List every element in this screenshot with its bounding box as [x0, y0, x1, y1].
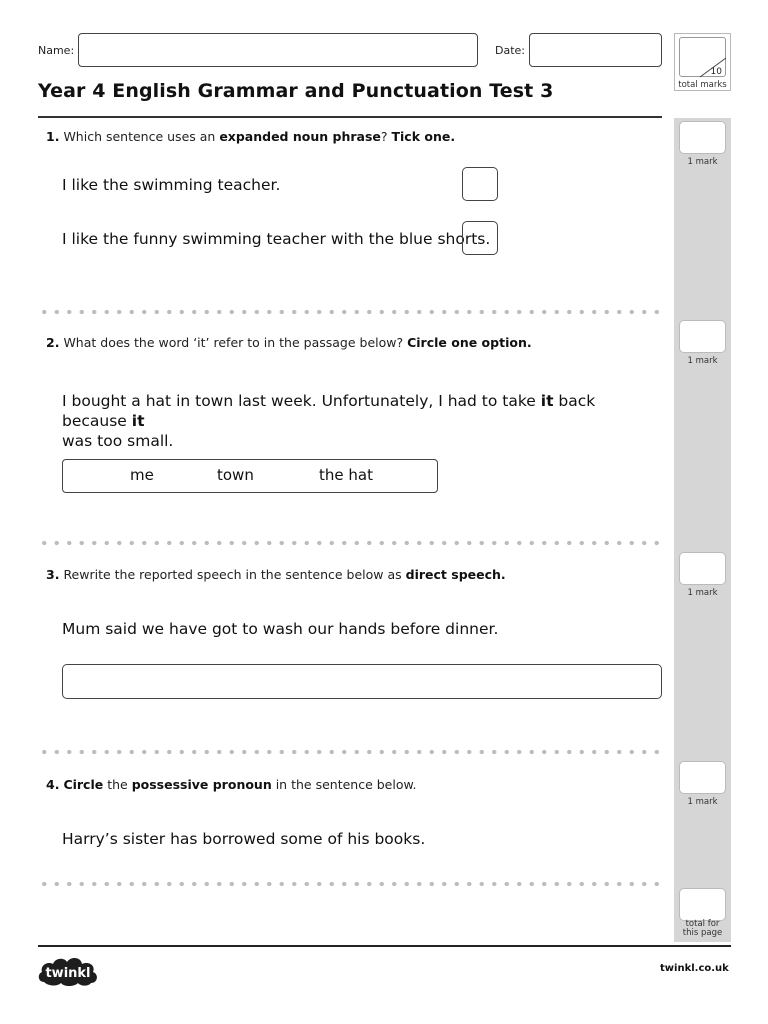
- q4-prompt: [46, 777, 417, 792]
- q1-prompt-text: Which sentence uses an: [63, 129, 220, 144]
- q3-prompt: [46, 567, 506, 582]
- q1-prompt-text2: ?: [380, 129, 392, 144]
- page-total-label: [674, 920, 731, 938]
- q4-prompt-text: the: [103, 777, 132, 792]
- q3-prompt-bold: direct speech.: [405, 567, 506, 582]
- page-title: Year 4 English Grammar and Punctuation Test 3: [38, 80, 554, 102]
- q4-prompt-text2: in the sentence below.: [271, 777, 417, 792]
- q4-sentence: Harry’s sister has borrowed some of his books.: [62, 830, 426, 848]
- cloud-logo-icon: [36, 952, 100, 990]
- logo-text: twinkl: [45, 966, 91, 981]
- q4-instruction: Circle: [63, 777, 104, 792]
- q2-passage-text2: back because: [62, 392, 596, 430]
- footer-divider: [38, 945, 731, 947]
- marks-column: [674, 118, 731, 942]
- q2-passage-it-1: it: [540, 392, 554, 410]
- q2-number: 2.: [46, 335, 60, 350]
- q3-mark-box[interactable]: [679, 552, 726, 585]
- dotted-divider: [38, 881, 662, 887]
- q2-instruction: Circle one option.: [407, 335, 532, 350]
- q2-choice-the-hat[interactable]: the hat: [319, 466, 373, 484]
- date-label: Date:: [495, 44, 525, 57]
- q3-number: 3.: [46, 567, 60, 582]
- q1-prompt: [46, 129, 455, 144]
- q1-option-1: I like the swimming teacher.: [62, 176, 281, 194]
- name-label: Name:: [38, 44, 75, 57]
- q3-sentence: Mum said we have got to wash our hands before dinner.: [62, 620, 499, 638]
- q1-mark-label: 1 mark: [687, 157, 718, 167]
- q4-number: 4.: [46, 777, 60, 792]
- footer-url[interactable]: twinkl.co.uk: [660, 963, 729, 974]
- title-divider: [38, 116, 662, 118]
- page-total-line2: this page: [682, 928, 723, 938]
- q2-mark-label: 1 mark: [687, 356, 718, 366]
- q2-passage: [62, 391, 662, 451]
- page-total-line1: total for: [685, 919, 720, 929]
- dotted-divider: [38, 540, 662, 546]
- q1-tick-box-1[interactable]: [462, 167, 498, 201]
- q2-choice-town[interactable]: town: [217, 466, 254, 484]
- q3-answer-field[interactable]: [62, 664, 662, 699]
- total-marks-label: total marks: [678, 80, 727, 90]
- twinkl-logo: [36, 952, 100, 990]
- q4-mark-label: 1 mark: [687, 797, 718, 807]
- q2-prompt: [46, 335, 532, 350]
- q4-prompt-bold: possessive pronoun: [131, 777, 272, 792]
- q2-passage-text3: was too small.: [62, 432, 174, 450]
- dotted-divider: [38, 749, 662, 755]
- page-total-box[interactable]: [679, 888, 726, 921]
- q4-mark-box[interactable]: [679, 761, 726, 794]
- q2-passage-it-2: it: [131, 412, 145, 430]
- q2-passage-text: I bought a hat in town last week. Unfortunately, I had to take: [62, 392, 541, 410]
- q1-prompt-bold: expanded noun phrase: [219, 129, 381, 144]
- q1-instruction: Tick one.: [391, 129, 456, 144]
- date-field[interactable]: [529, 33, 662, 67]
- q3-mark-label: 1 mark: [687, 588, 718, 598]
- q1-number: 1.: [46, 129, 60, 144]
- dotted-divider: [38, 309, 662, 315]
- total-marks-box[interactable]: [679, 37, 726, 77]
- q1-tick-box-2[interactable]: [462, 221, 498, 255]
- q3-prompt-text: Rewrite the reported speech in the sentence below as: [63, 567, 406, 582]
- q2-mark-box[interactable]: [679, 320, 726, 353]
- total-marks-value: 10: [710, 67, 722, 77]
- name-field[interactable]: [78, 33, 478, 67]
- q1-mark-box[interactable]: [679, 121, 726, 154]
- q1-option-2: I like the funny swimming teacher with the blue shorts.: [62, 230, 491, 248]
- q2-choice-me[interactable]: me: [130, 466, 154, 484]
- q2-prompt-text: What does the word ‘it’ refer to in the passage below?: [63, 335, 408, 350]
